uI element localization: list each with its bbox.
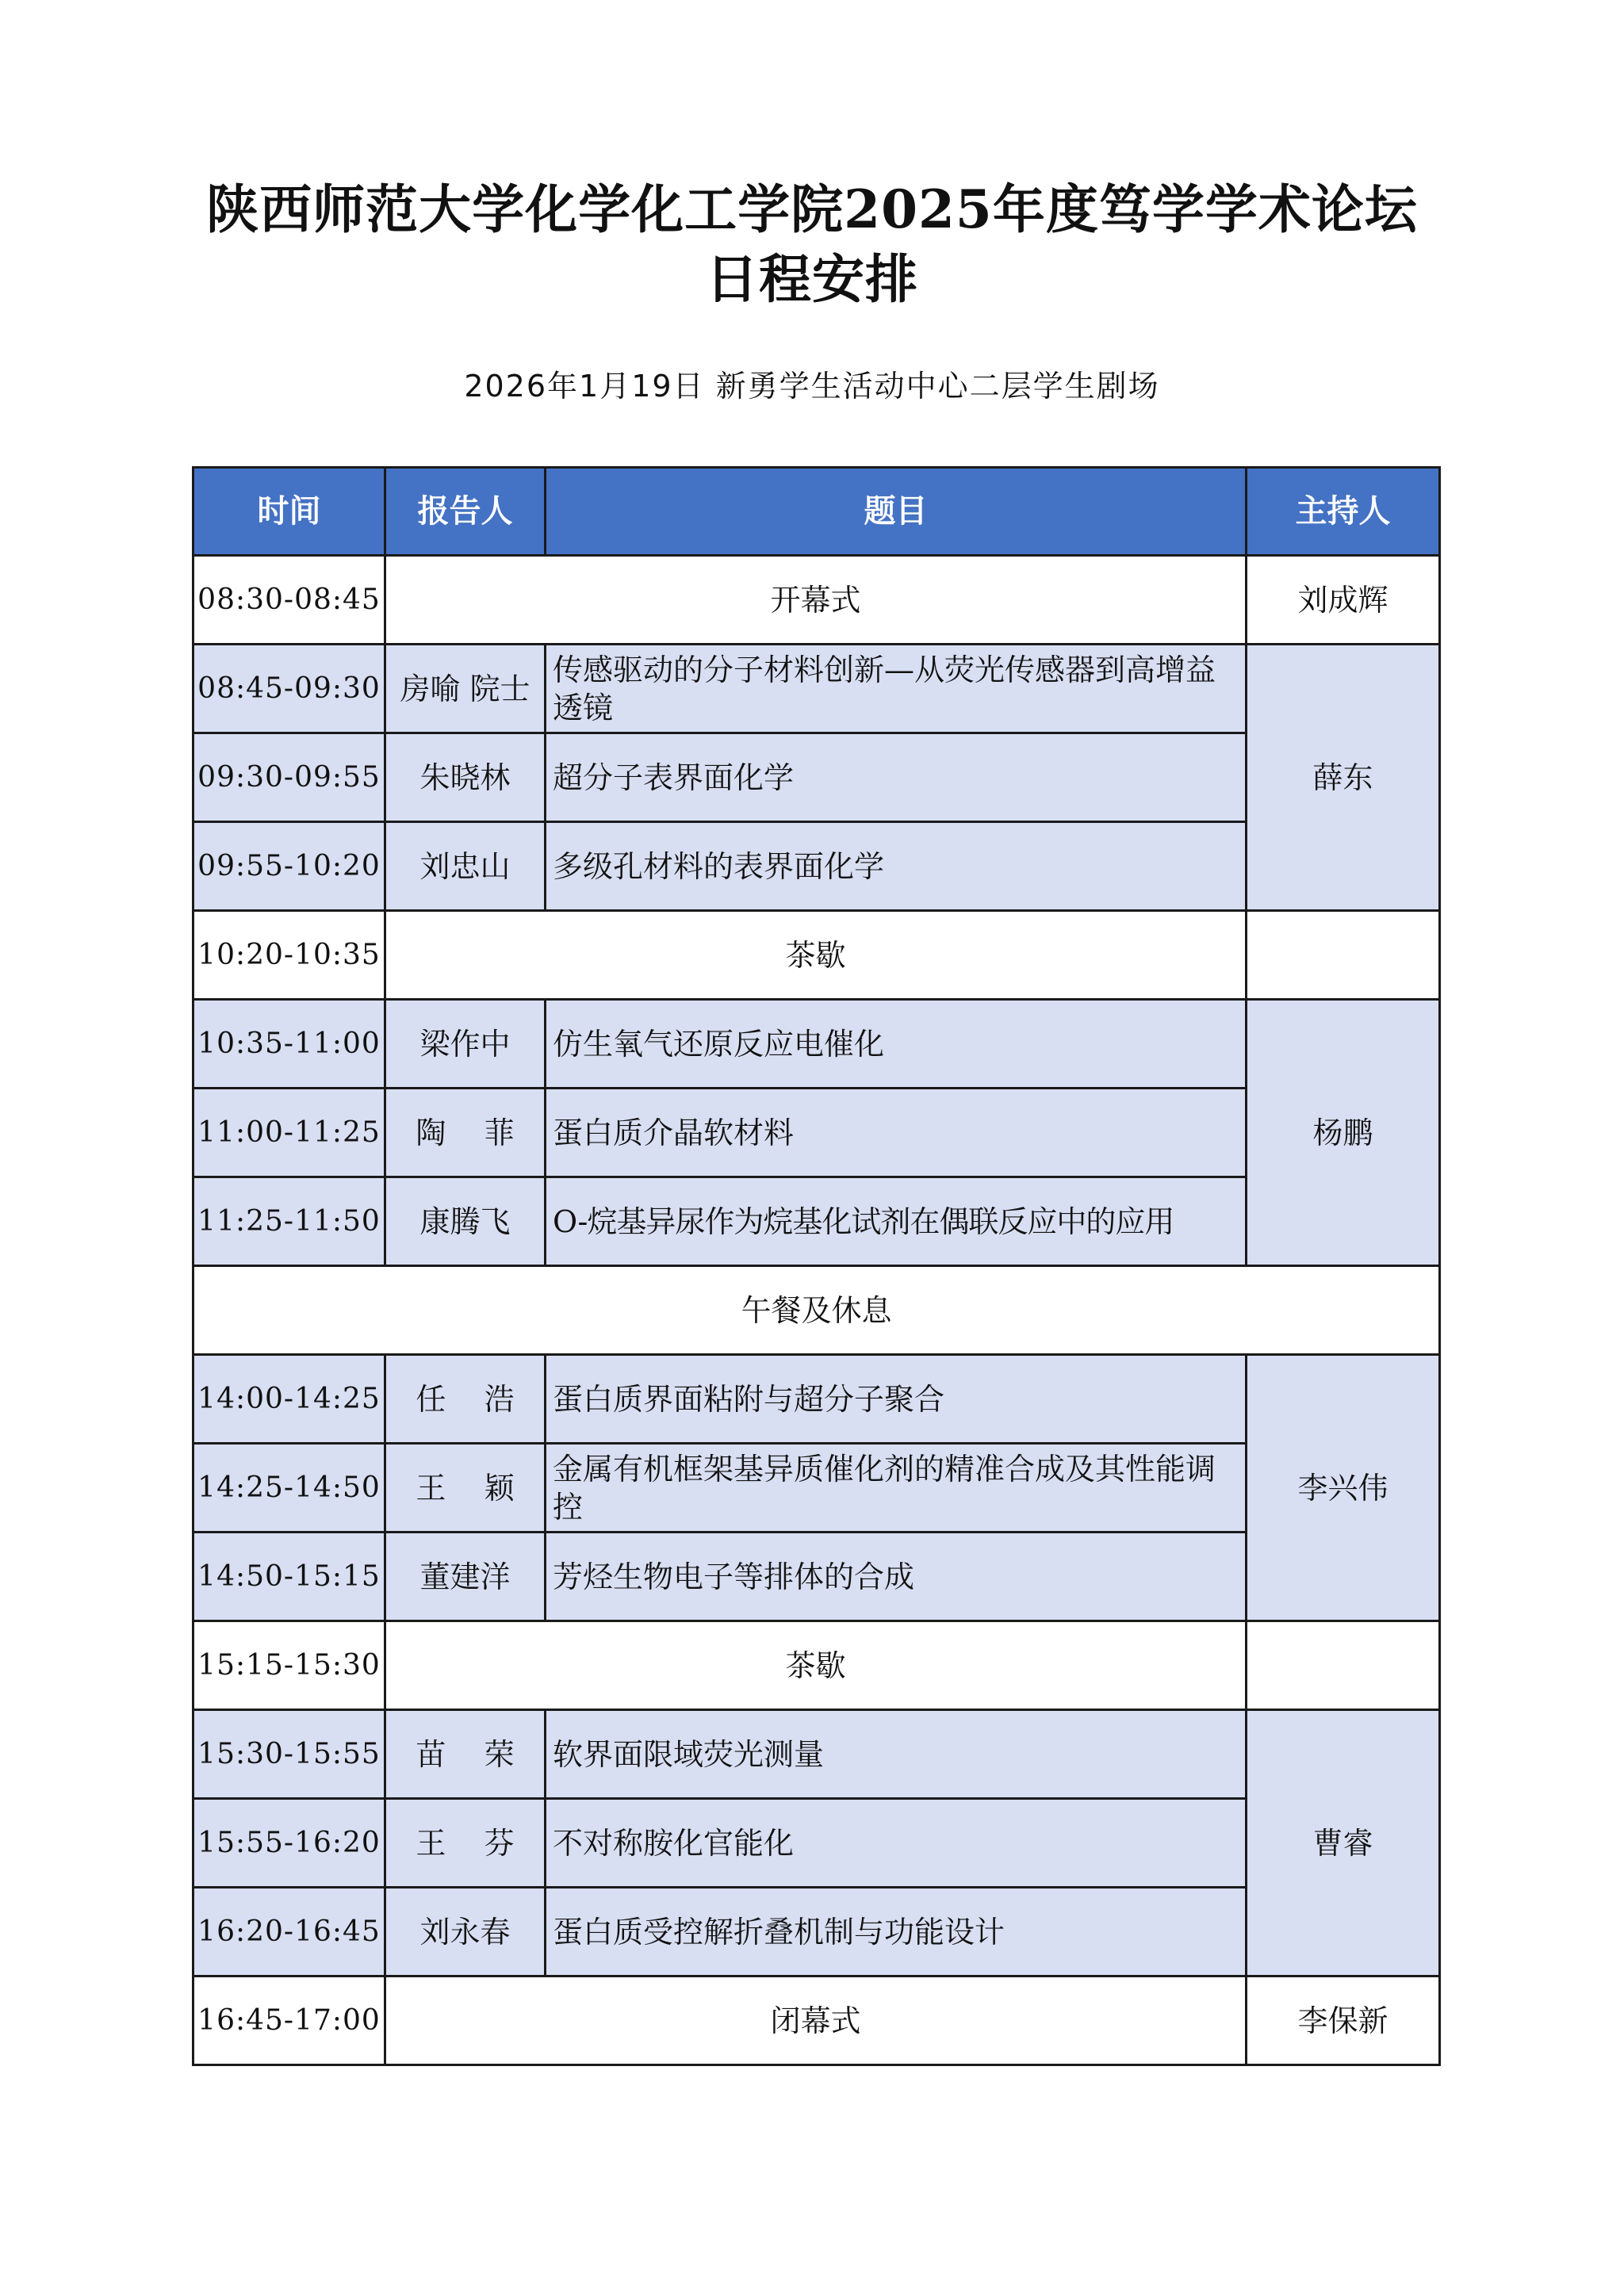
topic-cell: 不对称胺化官能化 bbox=[546, 1799, 1247, 1888]
table-row-closing bbox=[193, 1976, 1440, 2065]
time-cell: 16:45-17:00 bbox=[193, 1976, 385, 2065]
time-cell: 15:15-15:30 bbox=[193, 1621, 385, 1710]
column-header-host: 主持人 bbox=[1247, 468, 1440, 556]
speaker-cell: 苗 荣 bbox=[385, 1710, 546, 1799]
event-cell: 午餐及休息 bbox=[193, 1266, 1440, 1355]
column-header-speaker: 报告人 bbox=[385, 468, 546, 556]
schedule-table bbox=[192, 466, 1441, 2066]
time-cell: 14:00-14:25 bbox=[193, 1355, 385, 1444]
topic-cell: 超分子表界面化学 bbox=[546, 733, 1247, 822]
topic-cell: O-烷基异尿作为烷基化试剂在偶联反应中的应用 bbox=[546, 1177, 1247, 1266]
topic-cell: 软界面限域荧光测量 bbox=[546, 1710, 1247, 1799]
host-cell: 薛东 bbox=[1247, 645, 1440, 911]
date-venue-subtitle: 2026年1月19日 新勇学生活动中心二层学生剧场 bbox=[464, 369, 1160, 404]
table-row bbox=[193, 1000, 1440, 1089]
time-cell: 09:30-09:55 bbox=[193, 733, 385, 822]
host-cell bbox=[1247, 1621, 1440, 1710]
time-cell: 08:30-08:45 bbox=[193, 556, 385, 645]
speaker-cell: 任 浩 bbox=[385, 1355, 546, 1444]
speaker-cell: 刘忠山 bbox=[385, 822, 546, 911]
speaker-cell: 房喻 院士 bbox=[385, 645, 546, 733]
host-cell: 杨鹏 bbox=[1247, 1000, 1440, 1266]
speaker-cell: 梁作中 bbox=[385, 1000, 546, 1089]
time-cell: 15:55-16:20 bbox=[193, 1799, 385, 1888]
topic-cell: 蛋白质受控解折叠机制与功能设计 bbox=[546, 1888, 1247, 1976]
host-cell: 李保新 bbox=[1247, 1976, 1440, 2065]
time-cell: 09:55-10:20 bbox=[193, 822, 385, 911]
column-header-topic: 题目 bbox=[546, 468, 1247, 556]
table-row-break bbox=[193, 1621, 1440, 1710]
host-cell: 刘成辉 bbox=[1247, 556, 1440, 645]
time-cell: 08:45-09:30 bbox=[193, 645, 385, 733]
topic-cell: 传感驱动的分子材料创新—从荧光传感器到高增益透镜 bbox=[546, 645, 1247, 733]
table-row-opening bbox=[193, 556, 1440, 645]
time-cell: 16:20-16:45 bbox=[193, 1888, 385, 1976]
title-line-1: 陕西师范大学化学化工学院2025年度笃学学术论坛 bbox=[206, 178, 1418, 240]
time-cell: 14:50-15:15 bbox=[193, 1533, 385, 1621]
topic-cell: 蛋白质界面粘附与超分子聚合 bbox=[546, 1355, 1247, 1444]
speaker-cell: 朱晓林 bbox=[385, 733, 546, 822]
topic-cell: 芳烃生物电子等排体的合成 bbox=[546, 1533, 1247, 1621]
speaker-cell: 王 芬 bbox=[385, 1799, 546, 1888]
topic-cell: 蛋白质介晶软材料 bbox=[546, 1089, 1247, 1177]
event-cell: 茶歇 bbox=[385, 911, 1247, 1000]
time-cell: 10:35-11:00 bbox=[193, 1000, 385, 1089]
event-cell: 闭幕式 bbox=[385, 1976, 1247, 2065]
column-header-time: 时间 bbox=[193, 468, 385, 556]
page-title bbox=[0, 174, 1624, 314]
topic-cell: 金属有机框架基异质催化剂的精准合成及其性能调控 bbox=[546, 1444, 1247, 1533]
speaker-cell: 董建洋 bbox=[385, 1533, 546, 1621]
table-row bbox=[193, 645, 1440, 733]
table-row-lunch bbox=[193, 1266, 1440, 1355]
speaker-cell: 王 颖 bbox=[385, 1444, 546, 1533]
host-cell bbox=[1247, 911, 1440, 1000]
time-cell: 14:25-14:50 bbox=[193, 1444, 385, 1533]
speaker-cell: 刘永春 bbox=[385, 1888, 546, 1976]
title-line-2: 日程安排 bbox=[706, 248, 918, 310]
event-cell: 茶歇 bbox=[385, 1621, 1247, 1710]
host-cell: 李兴伟 bbox=[1247, 1355, 1440, 1621]
time-cell: 15:30-15:55 bbox=[193, 1710, 385, 1799]
table-row bbox=[193, 1355, 1440, 1444]
time-cell: 10:20-10:35 bbox=[193, 911, 385, 1000]
speaker-cell: 康腾飞 bbox=[385, 1177, 546, 1266]
time-cell: 11:00-11:25 bbox=[193, 1089, 385, 1177]
topic-cell: 多级孔材料的表界面化学 bbox=[546, 822, 1247, 911]
event-cell: 开幕式 bbox=[385, 556, 1247, 645]
table-row-break bbox=[193, 911, 1440, 1000]
speaker-cell: 陶 菲 bbox=[385, 1089, 546, 1177]
time-cell: 11:25-11:50 bbox=[193, 1177, 385, 1266]
host-cell: 曹睿 bbox=[1247, 1710, 1440, 1976]
table-header-row bbox=[193, 468, 1440, 556]
topic-cell: 仿生氧气还原反应电催化 bbox=[546, 1000, 1247, 1089]
table-row bbox=[193, 1710, 1440, 1799]
